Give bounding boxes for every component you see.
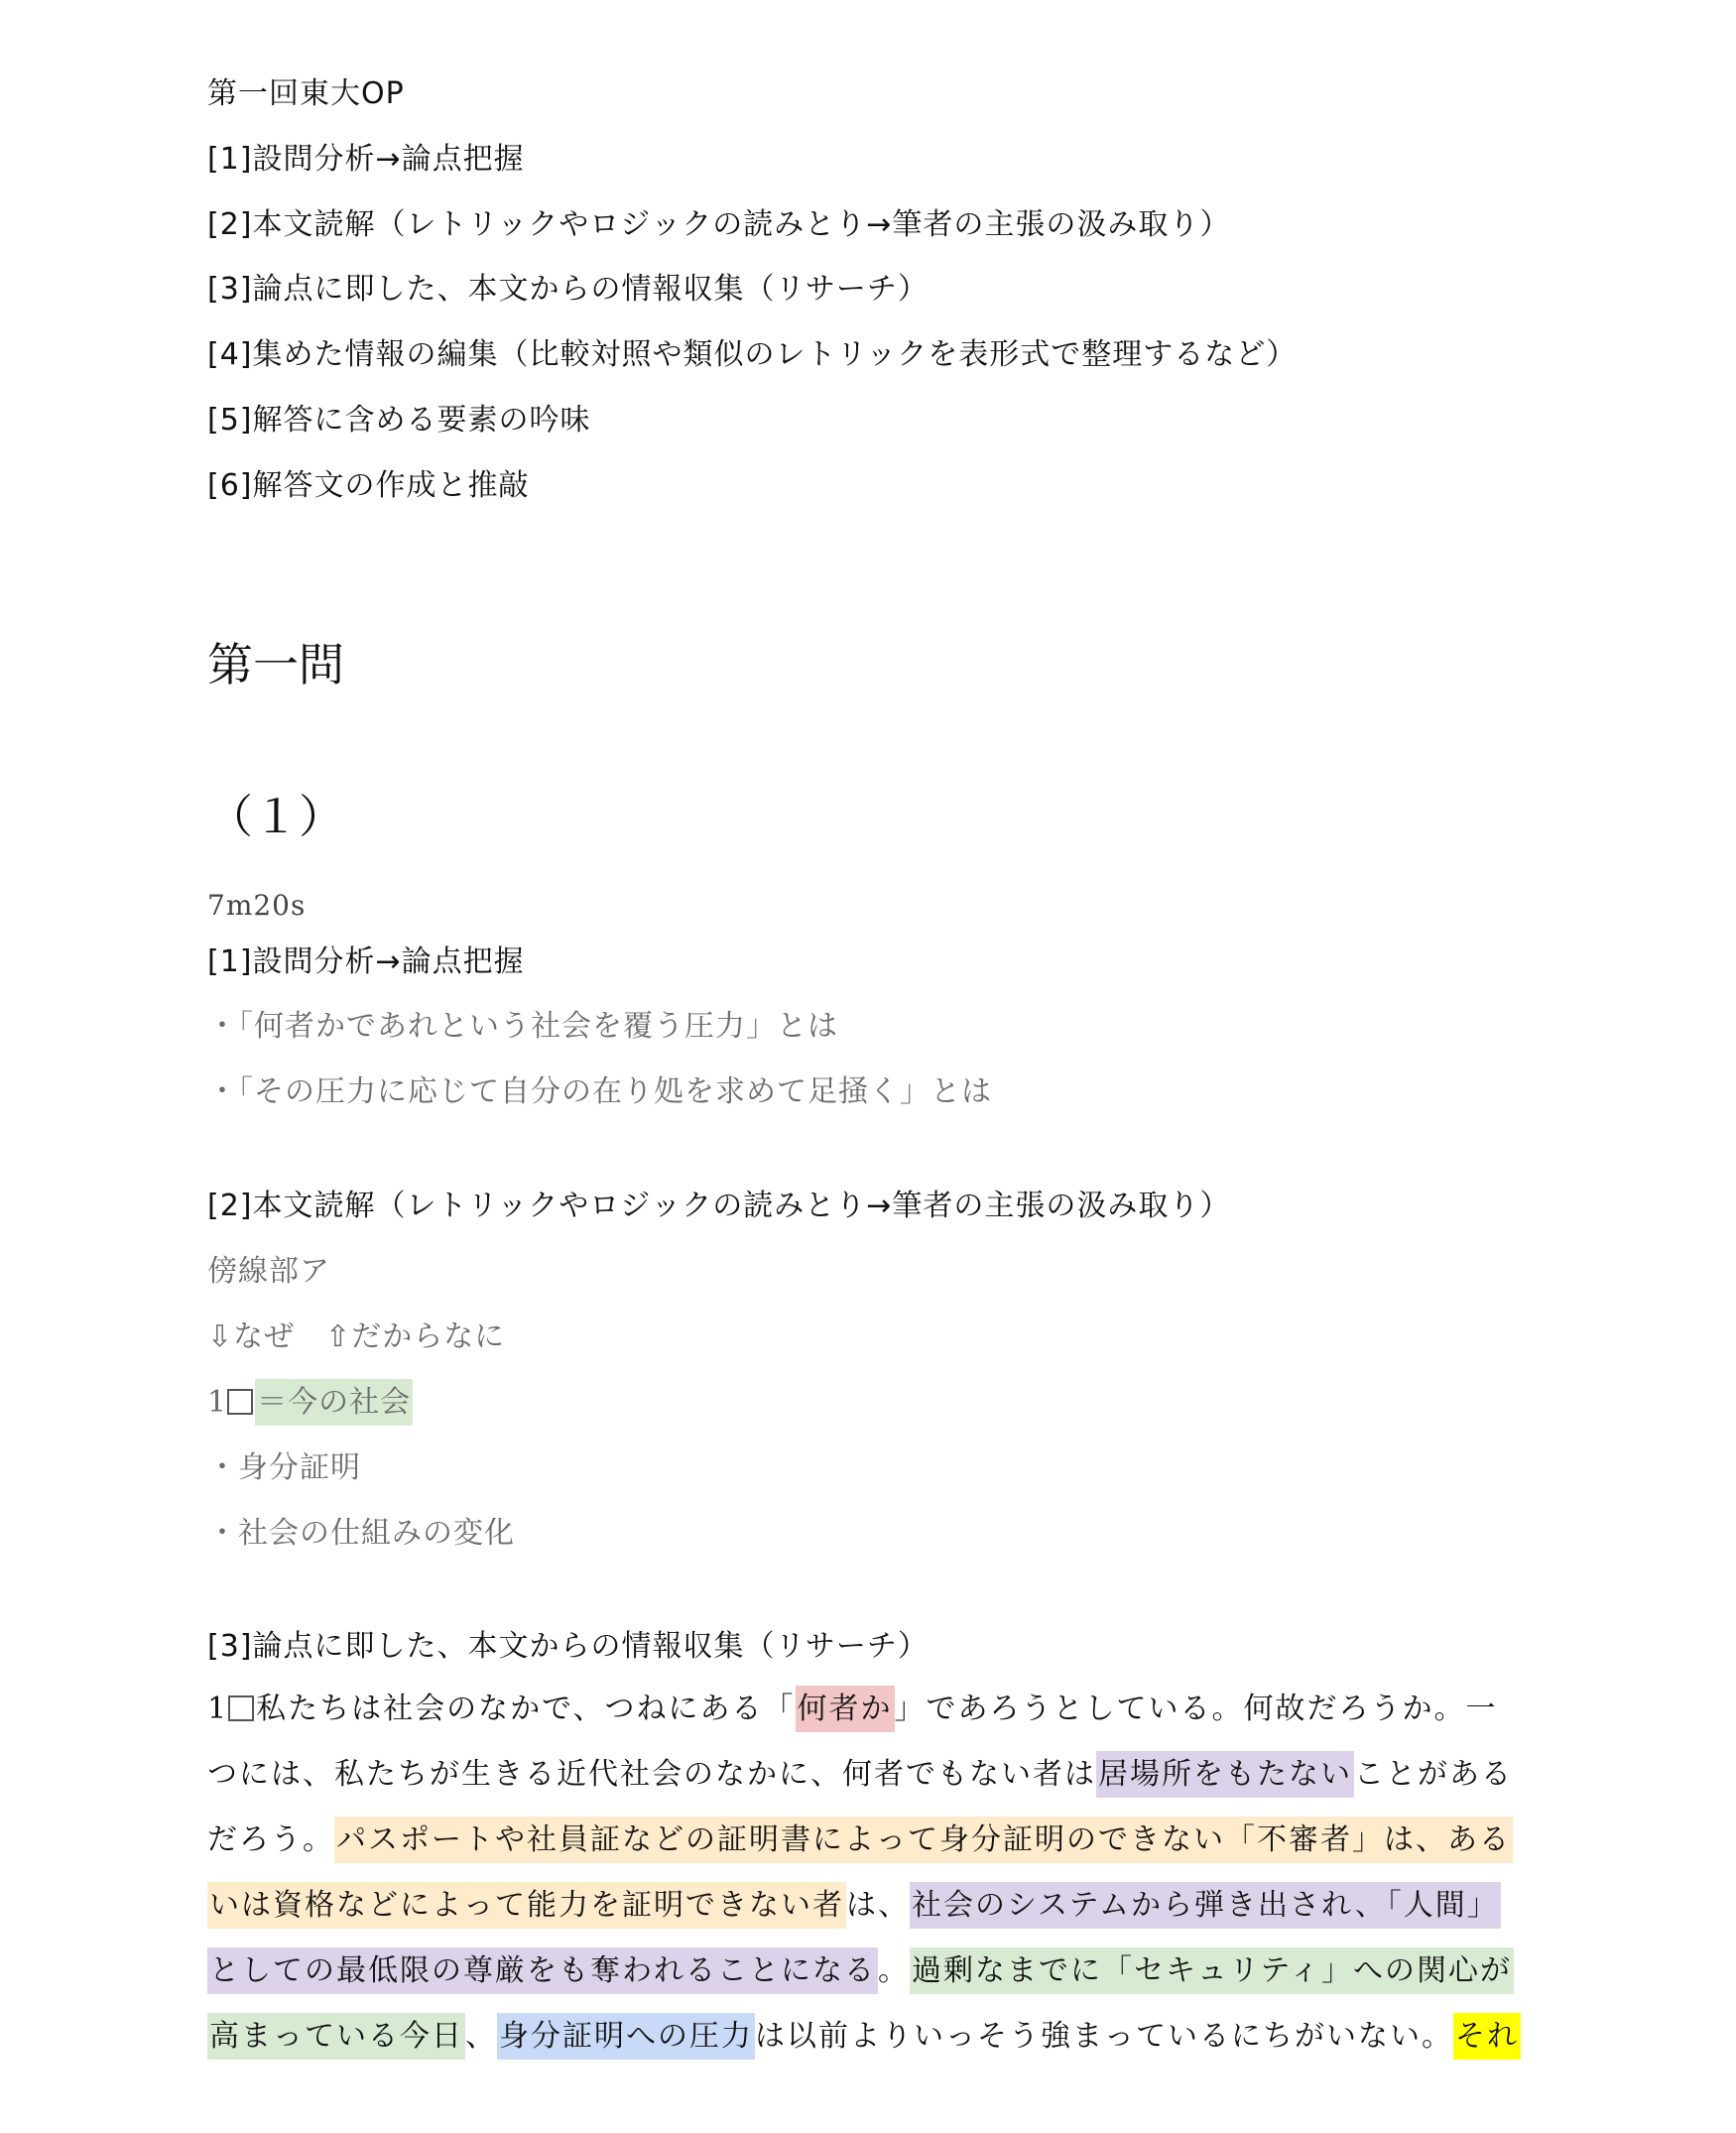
outline-step-5: [5]解答に含める要素の吟味 bbox=[207, 403, 591, 438]
outline-step-4: [4]集めた情報の編集（比較対照や類似のレトリックを表形式で整理するなど） bbox=[207, 337, 1298, 372]
paragraph-number: 1 bbox=[207, 1385, 228, 1420]
paragraph-marker-icon bbox=[228, 1695, 254, 1721]
outline-step-2: [2]本文読解（レトリックやロジックの読みとり→筆者の主張の汲み取り） bbox=[207, 207, 1231, 242]
step2-bullet-2: ・社会の仕組みの変化 bbox=[207, 1516, 515, 1551]
highlight-green: 過剰なまでに「セキュリティ」への関心が bbox=[910, 1947, 1514, 1994]
outline-title: 第一回東大OP bbox=[207, 76, 405, 111]
elapsed-time: 7m20s bbox=[207, 889, 307, 922]
step1-bullet-2: ・「その圧力に応じて自分の在り処を求めて足掻く」とは bbox=[207, 1074, 992, 1109]
step2-heading: [2]本文読解（レトリックやロジックの読みとり→筆者の主張の汲み取り） bbox=[207, 1189, 1231, 1223]
paragraph-line: 高まっている今日、身分証明への圧力は以前よりいっそう強まっているにちがいない。それ bbox=[207, 2004, 1542, 2070]
subsection-title: （１） bbox=[207, 790, 344, 843]
highlight-green: 高まっている今日 bbox=[207, 2013, 465, 2060]
highlight-red: 何者か bbox=[796, 1686, 895, 1732]
paragraph-summary: ＝今の社会 bbox=[255, 1379, 413, 1426]
highlight-yellow: それ bbox=[1453, 2013, 1521, 2060]
highlight-orange: パスポートや社員証などの証明書によって身分証明のできない「不審者」は、ある bbox=[334, 1817, 1513, 1863]
outline-step-1: [1]設問分析→論点把握 bbox=[207, 142, 525, 177]
paragraph-line: いは資格などによって能力を証明できない者は、社会のシステムから弾き出され、「人間」 bbox=[207, 1873, 1542, 1939]
outline-step-6: [6]解答文の作成と推敲 bbox=[207, 468, 530, 503]
source-paragraph bbox=[207, 1677, 1542, 2070]
reasoning-arrows: ⇩なぜ ⇧だからなに bbox=[207, 1319, 506, 1354]
highlight-blue: 身分証明への圧力 bbox=[497, 2013, 755, 2060]
highlight-purple: 居場所をもたない bbox=[1096, 1751, 1354, 1798]
step1-bullet-1: ・「何者かであれという社会を覆う圧力」とは bbox=[207, 1009, 838, 1044]
paragraph-marker-icon bbox=[227, 1389, 253, 1415]
underline-label: 傍線部ア bbox=[207, 1254, 330, 1289]
paragraph-line: 1 私たちは社会のなかで、つねにある「何者か」であろうとしている。何故だろうか。一 bbox=[207, 1677, 1542, 1742]
paragraph-reference bbox=[207, 1383, 413, 1423]
paragraph-line: としての最低限の尊厳をも奪われることになる。過剰なまでに「セキュリティ」への関心が bbox=[207, 1939, 1542, 2004]
highlight-orange: いは資格などによって能力を証明できない者 bbox=[207, 1882, 846, 1929]
outline-step-3: [3]論点に即した、本文からの情報収集（リサーチ） bbox=[207, 272, 929, 307]
section-title: 第一問 bbox=[207, 638, 344, 691]
step1-heading: [1]設問分析→論点把握 bbox=[207, 944, 525, 979]
step3-heading: [3]論点に即した、本文からの情報収集（リサーチ） bbox=[207, 1629, 929, 1664]
highlight-purple: 社会のシステムから弾き出され、「人間」 bbox=[910, 1882, 1501, 1929]
paragraph-line: つには、私たちが生きる近代社会のなかに、何者でもない者は居場所をもたないことがある bbox=[207, 1742, 1542, 1808]
paragraph-line: だろう。パスポートや社員証などの証明書によって身分証明のできない「不審者」は、ある bbox=[207, 1808, 1542, 1873]
highlight-purple: としての最低限の尊厳をも奪われることになる bbox=[207, 1947, 878, 1994]
step2-bullet-1: ・身分証明 bbox=[207, 1450, 361, 1485]
